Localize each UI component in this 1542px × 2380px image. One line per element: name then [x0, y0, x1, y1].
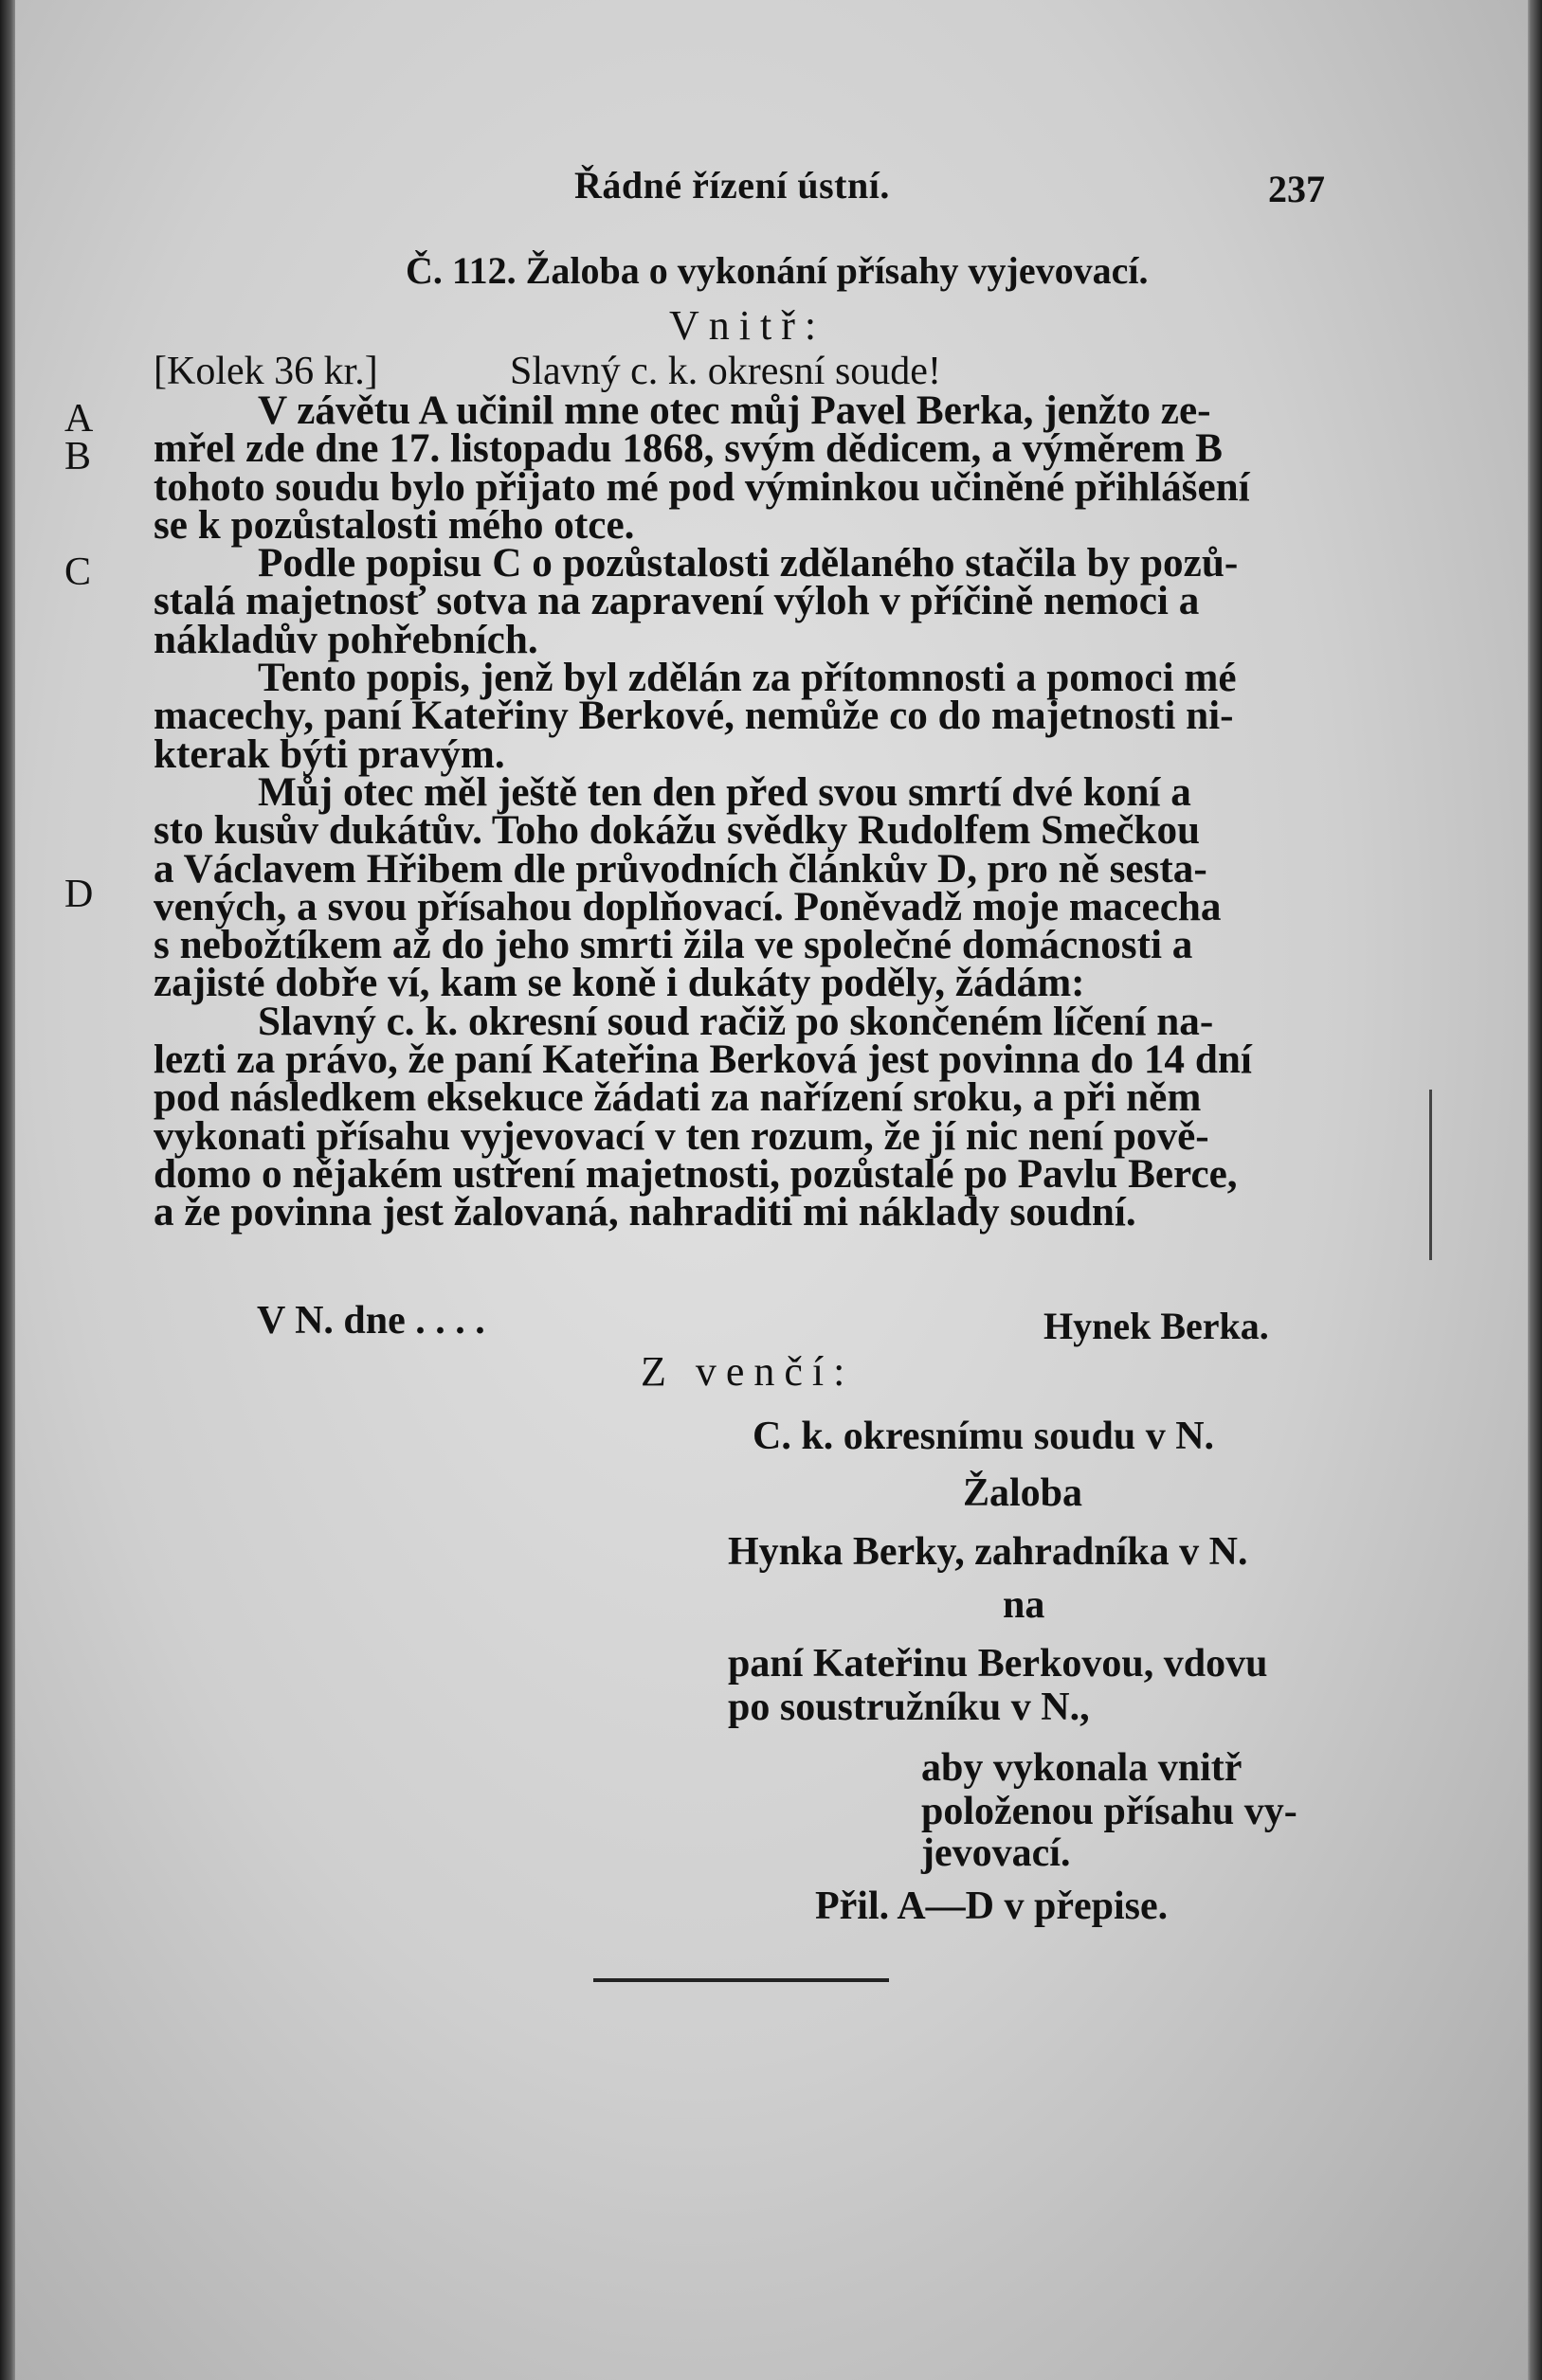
- body-line: tohoto soudu bylo přijato mé pod výminkou učiněné přihlášení: [154, 464, 1250, 510]
- body-line: Můj otec měl ještě ten den před svou smrtí dvé koní a: [258, 769, 1191, 815]
- outer-address-line: C. k. okresnímu soudu v N.: [753, 1415, 1215, 1458]
- outer-address-line: jevovací.: [921, 1831, 1071, 1875]
- body-line: stalá majetnosť sotva na zapravení výloh v příčině nemoci a: [154, 579, 1200, 624]
- margin-letter-d: D: [64, 873, 94, 916]
- place-date: V N. dne . . . .: [257, 1299, 485, 1343]
- body-line: pod následkem eksekuce žádati za nařízení sroku, a při něm: [154, 1075, 1202, 1121]
- outer-address-line: položenou přísahu vy-: [921, 1790, 1297, 1833]
- body-line: sto kusův dukátův. Toho dokážu svědky Rudolfem Smečkou: [154, 808, 1201, 854]
- body-line: se k pozůstalosti mého otce.: [154, 502, 635, 548]
- outer-address-line: Žaloba: [963, 1471, 1083, 1515]
- closing-rule: [593, 1978, 889, 1982]
- body-line: Podle popisu C o pozůstalosti zdělaného stačila by pozů-: [258, 541, 1239, 586]
- body-line: macechy, paní Kateřiny Berkové, nemůže co do majetnosti ni-: [154, 694, 1234, 739]
- book-page: [15, 0, 1528, 2380]
- signature: Hynek Berka.: [1043, 1305, 1269, 1347]
- outer-address-line: paní Kateřinu Berkovou, vdovu: [728, 1642, 1268, 1686]
- body-line: Slavný c. k. okresní soud račiž po skončeném líčení na-: [258, 999, 1214, 1044]
- body-line: zajisté dobře ví, kam se koně i dukáty poděly, žádám:: [154, 961, 1085, 1006]
- document-title: Č. 112. Žaloba o vykonání přísahy vyjevovací.: [406, 249, 1149, 292]
- salutation: Slavný c. k. okresní soude!: [510, 350, 941, 393]
- margin-pencil-mark: [1429, 1090, 1432, 1260]
- body-line: kterak býti pravým.: [154, 731, 505, 777]
- scan-left-edge: [0, 0, 15, 2380]
- body-line: V závětu A učinil mne otec můj Pavel Berka, jenžto ze-: [258, 388, 1211, 433]
- body-line: domo o nějakém ustření majetnosti, pozůstalé po Pavlu Berce,: [154, 1151, 1238, 1197]
- running-header: Řádné řízení ústní.: [574, 164, 890, 207]
- outer-address-line: po soustružníku v N.,: [728, 1686, 1090, 1729]
- margin-letter-c: C: [64, 550, 92, 594]
- outer-heading: Z venčí:: [641, 1348, 855, 1395]
- outer-address-line: Hynka Berky, zahradníka v N.: [728, 1530, 1248, 1574]
- body-line: mřel zde dne 17. listopadu 1868, svým dědicem, a výměrem B: [154, 426, 1223, 472]
- inner-heading: Vnitř:: [669, 302, 826, 349]
- margin-letter-b: B: [64, 435, 92, 478]
- body-line: s nebožtíkem až do jeho smrti žila ve společné domácnosti a: [154, 923, 1193, 968]
- body-line: a že povinna jest žalovaná, nahraditi mi náklady soudní.: [154, 1190, 1136, 1235]
- body-line: vených, a svou přísahou doplňovací. Poněvadž moje macecha: [154, 884, 1222, 929]
- body-line: a Václavem Hřibem dle průvodních článkův D, pro ně sesta-: [154, 846, 1207, 892]
- page-number: 237: [1268, 168, 1325, 210]
- body-line: vykonati přísahu vyjevovací v ten rozum, že jí nic není pově-: [154, 1113, 1209, 1159]
- outer-address-line: aby vykonala vnitř: [921, 1746, 1243, 1790]
- complaint-body: [154, 388, 1334, 1235]
- margin-letter-a: A: [64, 397, 94, 441]
- body-line: nákladův pohřebních.: [154, 617, 538, 662]
- outer-address-line: na: [1003, 1583, 1045, 1627]
- attachments-note: Přil. A—D v přepise.: [815, 1884, 1169, 1928]
- body-line: Tento popis, jenž byl zdělán za přítomnosti a pomoci mé: [258, 656, 1237, 701]
- scan-right-edge: [1528, 0, 1542, 2380]
- body-line: lezti za právo, že paní Kateřina Berková jest povinna do 14 dní: [154, 1037, 1252, 1083]
- stamp-note: [Kolek 36 kr.]: [154, 350, 378, 393]
